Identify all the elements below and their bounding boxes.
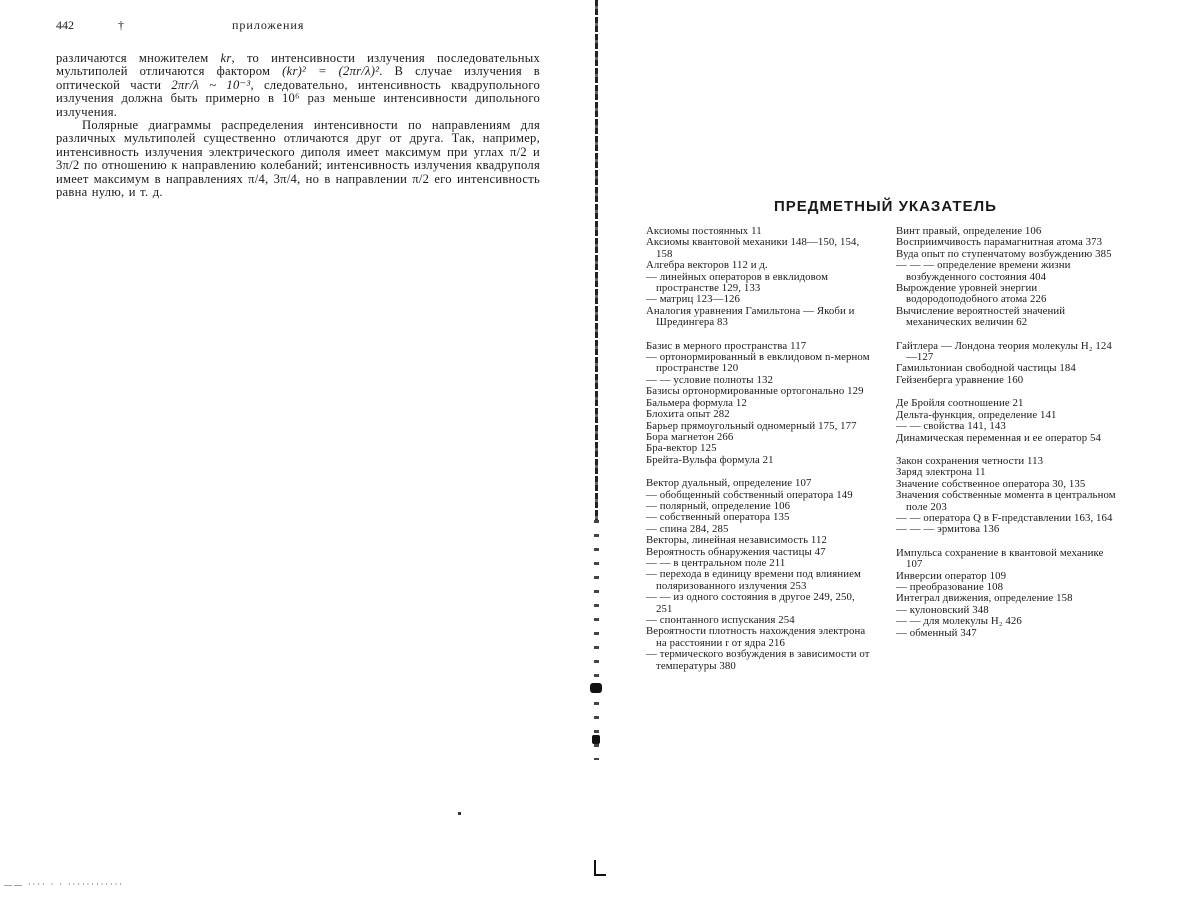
- index-entry: — — из одного состояния в другое 249, 250, 251: [646, 591, 855, 615]
- binding-edge: [595, 0, 598, 520]
- index-entry: — кулоновский 348: [896, 603, 989, 616]
- index-entry: — перехода в единицу времени под влиянием поляризованного излучения 253: [646, 568, 861, 592]
- index-entry: — — оператора Q в F-представлении 163, 164: [896, 511, 1113, 524]
- index-entry: Де Бройля соотношение 21: [896, 397, 1024, 410]
- running-section-title: приложения: [232, 18, 305, 32]
- index-column-2: [896, 226, 1120, 639]
- index-entry: Значение собственное оператора 30, 135: [896, 477, 1086, 490]
- index-entry: Бора магнетон 266: [646, 430, 734, 443]
- index-entry: Аксиомы постоянных 11: [646, 225, 762, 237]
- index-entry: Закон сохранения четности 113: [896, 454, 1044, 467]
- index-entry: Гамильтониан свободной частицы 184: [896, 362, 1076, 375]
- letter-group-gap: [896, 536, 1120, 548]
- index-entry: Брейта-Вульфа формула 21: [646, 453, 774, 466]
- index-entry: Базис в мерного пространства 117: [646, 339, 807, 352]
- index-entry: — — — эрмитова 136: [896, 523, 1000, 536]
- footer-mark: —— ···· · · ············: [4, 880, 124, 889]
- index-entry: — — для молекулы H₂ 426: [896, 615, 1022, 628]
- index-entry: Значения собственные момента в центральном поле 203: [896, 489, 1116, 513]
- index-entry: Вычисление вероятностей значений механических величин 62: [896, 304, 1066, 329]
- index-entry: — — условие полноты 132: [646, 373, 773, 386]
- index-entry: Блохита опыт 282: [646, 408, 730, 421]
- index-entry: — — в центральном поле 211: [646, 556, 786, 569]
- index-entry: Бра-вектор 125: [646, 442, 717, 455]
- paragraph-1: [56, 52, 540, 119]
- index-entry: Гайтлера — Лондона теория молекулы H₂ 124—127: [896, 339, 1112, 364]
- dagger-mark: †: [118, 18, 124, 32]
- index-entry: — собственный оператора 135: [646, 511, 790, 524]
- letter-group-gap: [896, 329, 1120, 341]
- index-entry: Базисы ортонормированные ортогонально 129: [646, 385, 864, 398]
- index-entry: — ортонормированный в евклидовом n-мерном пространстве 120: [646, 351, 870, 375]
- binding-speckles: [594, 520, 599, 760]
- page-number: 442: [56, 18, 74, 32]
- index-entry: Восприимчивость парамагнитная атома 373: [896, 236, 1103, 249]
- index-entry: Аналогия уравнения Гамильтона — Якоби и Шредингера 83: [646, 304, 855, 329]
- body-text: [56, 52, 540, 199]
- formula-ratio: 2πr/λ ~ 10⁻³: [171, 77, 251, 92]
- index-entry: Заряд электрона 11: [896, 466, 986, 479]
- speck: [458, 812, 461, 815]
- left-page: [0, 0, 590, 897]
- index-entry: Векторы, линейная независимость 112: [646, 534, 828, 547]
- formula-kr: kr: [220, 51, 232, 65]
- index-entry: — преобразование 108: [896, 580, 1004, 593]
- formula-factor: (kr)² = (2πr/λ)²: [282, 64, 380, 79]
- index-entry: — спина 284, 285: [646, 522, 729, 535]
- paragraph-2: Полярные диаграммы распределения интенсивности по направлениям для различных мультиполей существенно отличаются друг от друга. Так, например, интенсивность излучения электрического диполя имеет максимум при углах π/2 и 3π/2 по отношению к направлению колебаний; интенсивность излучения квадруполя имеет максимум в направлениях π/4, 3π/4, но в направлении π/2 его интенсивность равна нулю, и т. д.: [56, 118, 540, 200]
- paragraph-1-text-d: , следовательно, интенсивность квадрупольного излучения должна быть примерно в 10⁶ раз меньше интенсивности дипольного излучения.: [56, 77, 540, 119]
- index-entry: Алгебра векторов 112 и д.: [646, 259, 768, 272]
- index-entry: Импульса сохранение в квантовой механике 107: [896, 546, 1104, 571]
- binding-gutter: [590, 0, 604, 897]
- index-entry: Вектор дуальный, определение 107: [646, 477, 812, 490]
- index-entry: — обменный 347: [896, 626, 977, 639]
- index-entry: — спонтанного испускания 254: [646, 614, 795, 626]
- ink-blot: [590, 683, 602, 693]
- index-entry: — полярный, определение 106: [646, 499, 791, 512]
- index-entry: — — свойства 141, 143: [896, 420, 1006, 433]
- paragraph-1-text-a: различаются множителем: [56, 51, 221, 65]
- index-title: ПРЕДМЕТНЫЙ УКАЗАТЕЛЬ: [774, 198, 997, 215]
- index-entry: Динамическая переменная и ее оператор 54: [896, 431, 1102, 444]
- index-entry: Бальмера формула 12: [646, 396, 747, 409]
- index-entry: Барьер прямоугольный одномерный 175, 177: [646, 419, 857, 432]
- index-entry: — — — определение времени жизни возбужденного состояния 404: [896, 259, 1071, 283]
- ink-blot: [592, 735, 600, 744]
- index-entry: Вуда опыт по ступенчатому возбуждению 385: [896, 247, 1112, 260]
- index-entry: — линейных операторов в евклидовом пространстве 129, 133: [646, 270, 829, 295]
- letter-group-gap: [646, 329, 870, 341]
- index-entry: — матриц 123—126: [646, 293, 741, 306]
- index-entry: Аксиомы квантовой механики 148—150, 154, 158: [646, 236, 860, 260]
- index-entry: Инверсии оператор 109: [896, 569, 1007, 582]
- index-entry: Вырождение уровней энергии водородоподобного атома 226: [896, 282, 1047, 306]
- index-entry: Дельта-функция, определение 141: [896, 408, 1057, 421]
- index-entry: — обобщенный собственный оператора 149: [646, 488, 853, 501]
- index-entry: Интеграл движения, определение 158: [896, 592, 1073, 605]
- index-column-1: [646, 226, 870, 672]
- right-page: [604, 0, 1200, 897]
- paragraph-1-text-b: , то интенсивности излучения последовательных мультиполей отличаются фактором: [56, 51, 540, 79]
- index-entry: Вероятности плотность нахождения электрона на расстоянии r от ядра 216: [646, 625, 866, 649]
- index-entry: — термического возбуждения в зависимости от температуры 380: [646, 648, 870, 672]
- index-entry: Вероятность обнаружения частицы 47: [646, 545, 826, 558]
- paragraph-1-text-c: . В случае излучения в оптической части: [56, 64, 540, 92]
- index-entry: Винт правый, определение 106: [896, 225, 1042, 237]
- index-entry: Гейзенберга уравнение 160: [896, 373, 1024, 386]
